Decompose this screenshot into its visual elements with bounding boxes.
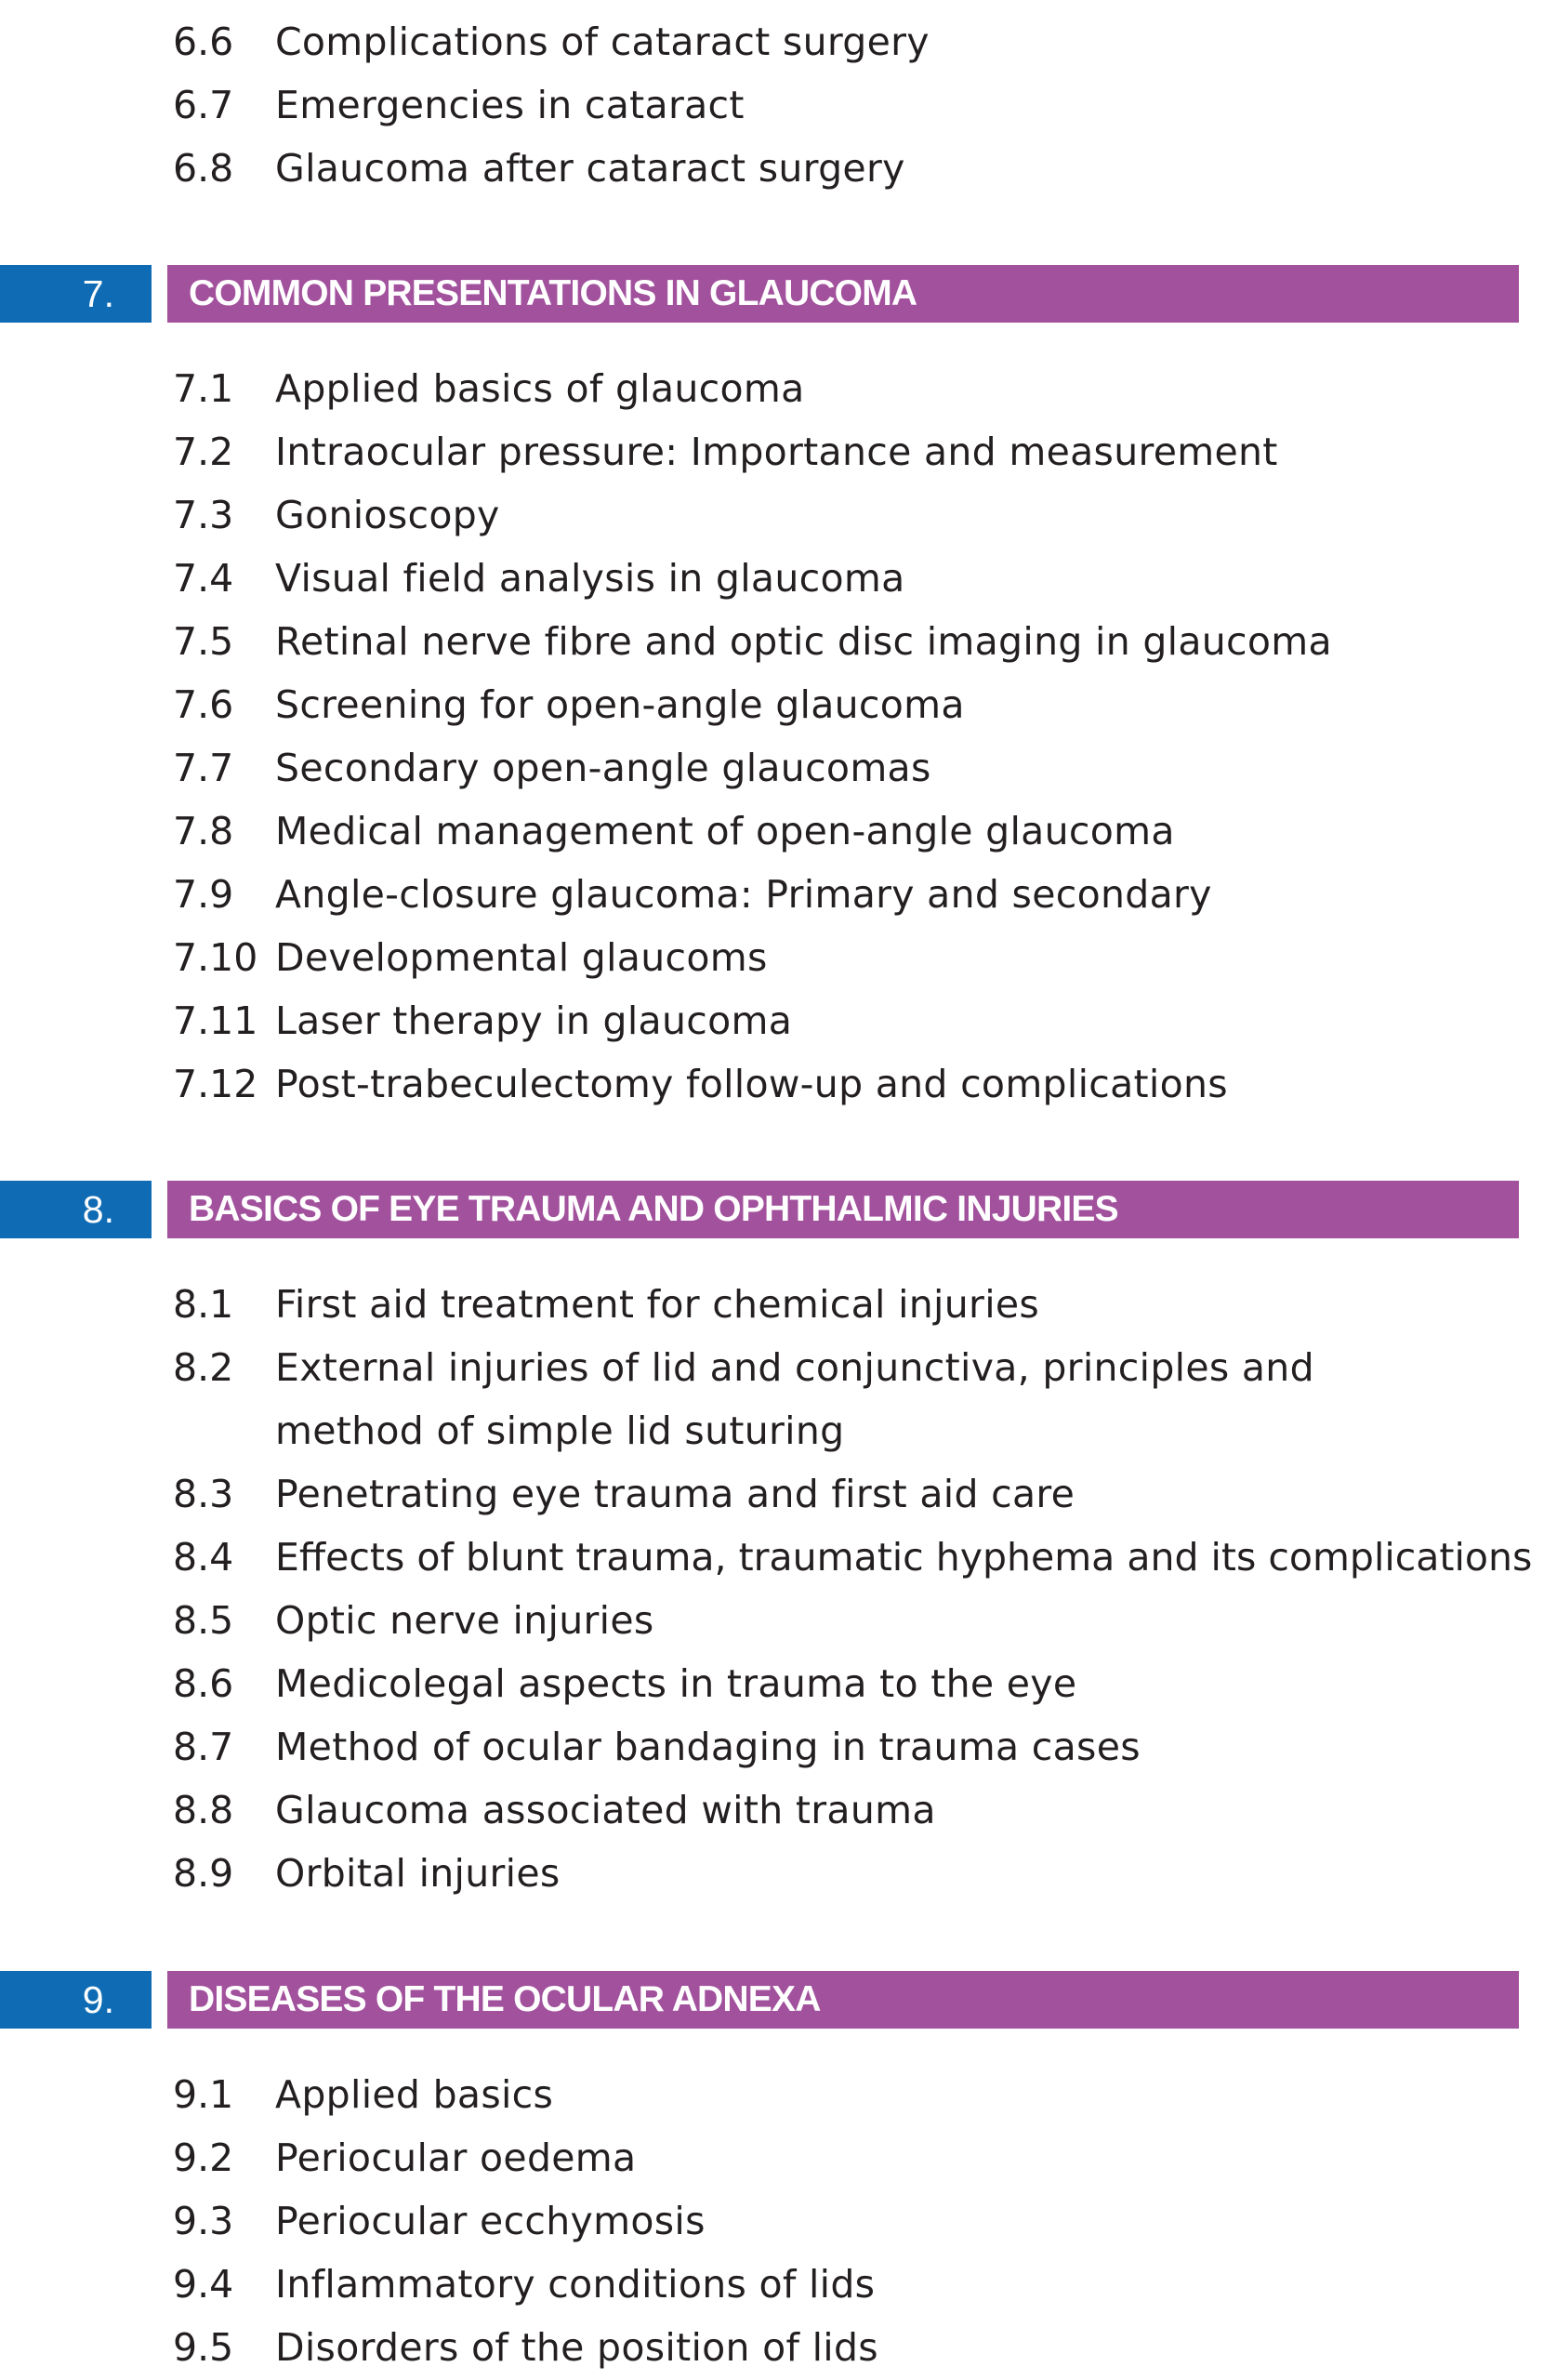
list-item [0,2253,1557,2316]
list-item [0,1778,1557,1842]
item-title: Applied basics [275,2072,554,2117]
list-item [0,137,1557,200]
item-title: Complications of cataract surgery [275,20,930,64]
list-item [0,2316,1557,2379]
item-title: Screening for open-angle glaucoma [275,682,965,727]
item-number: 9.2 [173,2135,234,2180]
item-number: 8.9 [173,1851,234,1896]
item-title: Medicolegal aspects in trauma to the eye [275,1661,1077,1706]
item-number: 7.5 [173,619,234,664]
item-number: 9.1 [173,2072,234,2117]
item-number: 7.4 [173,556,234,601]
list-item [0,1526,1557,1589]
item-number: 8.2 [173,1345,234,1390]
item-title: Glaucoma associated with trauma [275,1788,936,1832]
item-title: Laser therapy in glaucoma [275,998,793,1043]
list-item [0,736,1557,800]
item-number: 6.7 [173,83,234,127]
item-number: 8.7 [173,1725,234,1769]
item-title: First aid treatment for chemical injuries [275,1282,1040,1327]
item-number: 9.4 [173,2262,234,2307]
item-number: 6.6 [173,20,234,64]
list-item [0,673,1557,736]
list-item [0,483,1557,547]
item-number: 6.8 [173,146,234,191]
item-number: 7.11 [173,998,258,1043]
list-item [0,989,1557,1052]
section-number: 7. [0,265,152,323]
item-number: 7.8 [173,809,234,853]
item-number: 7.6 [173,682,234,727]
item-title: Intraocular pressure: Importance and measurement [275,430,1278,474]
list-item [0,73,1557,137]
item-title: Method of ocular bandaging in trauma cases [275,1725,1141,1769]
list-item [0,357,1557,420]
item-title: Developmental glaucoms [275,935,768,980]
list-item [0,1842,1557,1905]
item-title: Inflammatory conditions of lids [275,2262,876,2307]
item-number: 8.8 [173,1788,234,1832]
section-number: 8. [0,1181,152,1238]
item-title: Optic nerve injuries [275,1598,654,1643]
item-title: Applied basics of glaucoma [275,366,805,411]
item-title: Secondary open-angle glaucomas [275,746,931,790]
list-item [0,926,1557,989]
list-item [0,2063,1557,2126]
list-item [0,1652,1557,1715]
item-title: Gonioscopy [275,493,500,537]
section-heading: BASICS OF EYE TRAUMA AND OPHTHALMIC INJURIES [167,1181,1519,1238]
list-item [0,2126,1557,2189]
item-number: 7.12 [173,1062,258,1106]
item-number: 9.5 [173,2325,234,2370]
item-title: Periocular oedema [275,2135,637,2180]
item-title: Periocular ecchymosis [275,2199,706,2243]
list-item [0,800,1557,863]
item-number: 8.5 [173,1598,234,1643]
item-number: 8.1 [173,1282,234,1327]
item-title: Orbital injuries [275,1851,561,1896]
item-title: Disorders of the position of lids [275,2325,878,2370]
list-item [0,863,1557,926]
item-number: 8.6 [173,1661,234,1706]
list-item [0,1462,1557,1526]
list-item [0,1052,1557,1116]
item-number: 7.3 [173,493,234,537]
item-title-continuation: method of simple lid suturing [275,1408,845,1453]
list-item [0,1336,1557,1462]
item-number: 9.3 [173,2199,234,2243]
item-number: 7.2 [173,430,234,474]
item-title: Visual field analysis in glaucoma [275,556,905,601]
item-number: 7.10 [173,935,258,980]
item-title: External injuries of lid and conjunctiva, principles and [275,1345,1314,1390]
item-number: 8.3 [173,1472,234,1516]
list-item [0,1273,1557,1336]
list-item [0,610,1557,673]
list-item [0,10,1557,73]
list-item [0,1715,1557,1778]
item-number: 7.1 [173,366,234,411]
item-title: Medical management of open-angle glaucoma [275,809,1175,853]
section-heading: DISEASES OF THE OCULAR ADNEXA [167,1971,1519,2029]
item-title: Penetrating eye trauma and first aid care [275,1472,1075,1516]
list-item [0,420,1557,483]
item-title: Glaucoma after cataract surgery [275,146,905,191]
item-number: 7.9 [173,872,234,917]
list-item [0,2189,1557,2253]
item-number: 8.4 [173,1535,234,1580]
section-heading: COMMON PRESENTATIONS IN GLAUCOMA [167,265,1519,323]
list-item [0,1589,1557,1652]
item-title: Angle-closure glaucoma: Primary and secondary [275,872,1212,917]
item-title: Post-trabeculectomy follow-up and complications [275,1062,1228,1106]
section-number: 9. [0,1971,152,2029]
item-title: Retinal nerve fibre and optic disc imaging in glaucoma [275,619,1332,664]
item-title: Emergencies in cataract [275,83,745,127]
item-number: 7.7 [173,746,234,790]
list-item [0,547,1557,610]
item-title: Effects of blunt trauma, traumatic hyphema and its complications [275,1535,1533,1580]
